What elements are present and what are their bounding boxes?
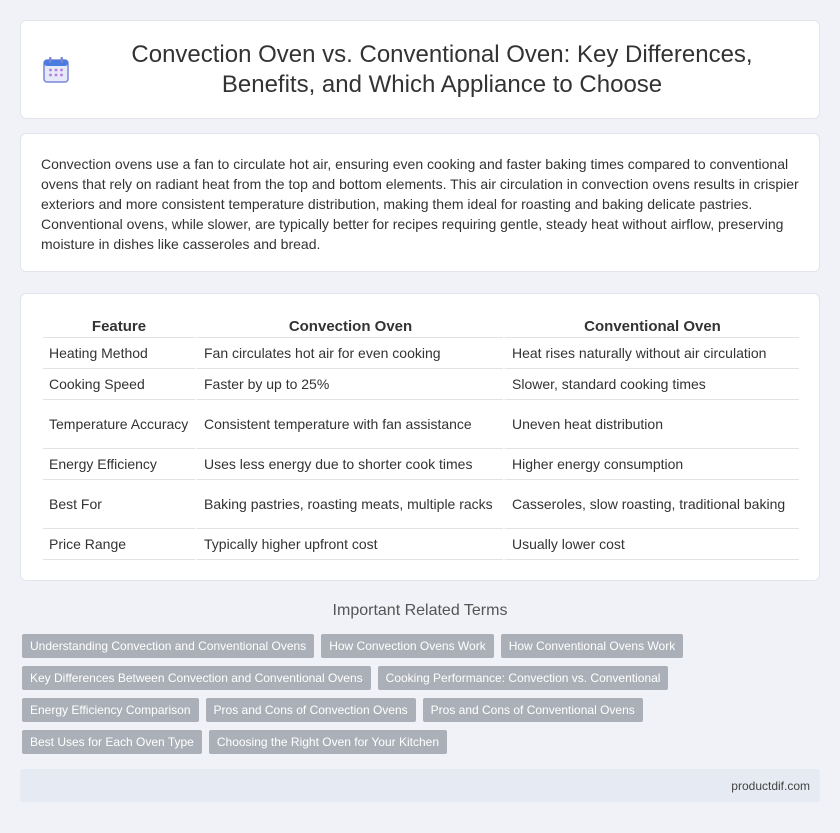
comparison-table [43, 314, 799, 560]
conventional-cell: Uneven heat distribution [503, 400, 799, 449]
table-row [43, 338, 799, 369]
table-row [43, 449, 799, 480]
table-header-row [43, 314, 799, 338]
related-terms-heading: Important Related Terms [332, 602, 508, 619]
related-term-tag[interactable]: Choosing the Right Oven for Your Kitchen [209, 730, 447, 754]
conventional-cell: Slower, standard cooking times [503, 369, 799, 400]
summary-text: Convection ovens use a fan to circulate hot air, ensuring even cooking and faster baking times compared to conventional ovens that rely on radiant heat from the top and bottom elements. This air circulation in convection ovens results in crispier exteriors and more consistent temperature distribution, making them ideal for roasting and baking delicate pastries. Conventional ovens, while slower, are typically better for recipes requiring gentle, steady heat without airflow, preserving moisture in dishes like casseroles and bread. [41, 156, 799, 252]
related-terms-list [22, 634, 822, 754]
calendar-icon [41, 55, 71, 85]
feature-cell: Heating Method [43, 338, 195, 369]
conventional-cell: Casseroles, slow roasting, traditional baking [503, 480, 799, 529]
feature-cell: Cooking Speed [43, 369, 195, 400]
feature-cell: Energy Efficiency [43, 449, 195, 480]
header-conventional: Conventional Oven [503, 314, 799, 338]
convection-cell: Faster by up to 25% [195, 369, 503, 400]
related-term-tag[interactable]: How Convection Ovens Work [321, 634, 494, 658]
header-feature: Feature [43, 314, 195, 338]
feature-cell: Temperature Accuracy [43, 400, 195, 449]
convection-cell: Uses less energy due to shorter cook times [195, 449, 503, 480]
summary-card [20, 133, 820, 272]
page-title: Convection Oven vs. Conventional Oven: Key Differences, Benefits, and Which Appliance to Choose [131, 40, 753, 98]
related-term-tag[interactable]: Best Uses for Each Oven Type [22, 730, 202, 754]
feature-cell: Price Range [43, 529, 195, 560]
table-row [43, 529, 799, 560]
related-term-tag[interactable]: Cooking Performance: Convection vs. Conventional [378, 666, 669, 690]
related-term-tag[interactable]: Understanding Convection and Conventional Ovens [22, 634, 314, 658]
comparison-table-card [20, 293, 820, 581]
footer [20, 769, 820, 802]
conventional-cell: Higher energy consumption [503, 449, 799, 480]
table-row [43, 480, 799, 529]
table-row [43, 400, 799, 449]
related-term-tag[interactable]: Energy Efficiency Comparison [22, 698, 199, 722]
related-term-tag[interactable]: Key Differences Between Convection and Conventional Ovens [22, 666, 371, 690]
feature-cell: Best For [43, 480, 195, 529]
header-convection: Convection Oven [195, 314, 503, 338]
convection-cell: Baking pastries, roasting meats, multiple racks [195, 480, 503, 529]
related-term-tag[interactable]: How Conventional Ovens Work [501, 634, 684, 658]
related-term-tag[interactable]: Pros and Cons of Conventional Ovens [423, 698, 643, 722]
convection-cell: Fan circulates hot air for even cooking [195, 338, 503, 369]
footer-site-link[interactable]: productdif.com [731, 778, 810, 793]
table-row [43, 369, 799, 400]
related-term-tag[interactable]: Pros and Cons of Convection Ovens [206, 698, 416, 722]
convection-cell: Consistent temperature with fan assistance [195, 400, 503, 449]
header-card [20, 20, 820, 119]
conventional-cell: Usually lower cost [503, 529, 799, 560]
convection-cell: Typically higher upfront cost [195, 529, 503, 560]
conventional-cell: Heat rises naturally without air circulation [503, 338, 799, 369]
